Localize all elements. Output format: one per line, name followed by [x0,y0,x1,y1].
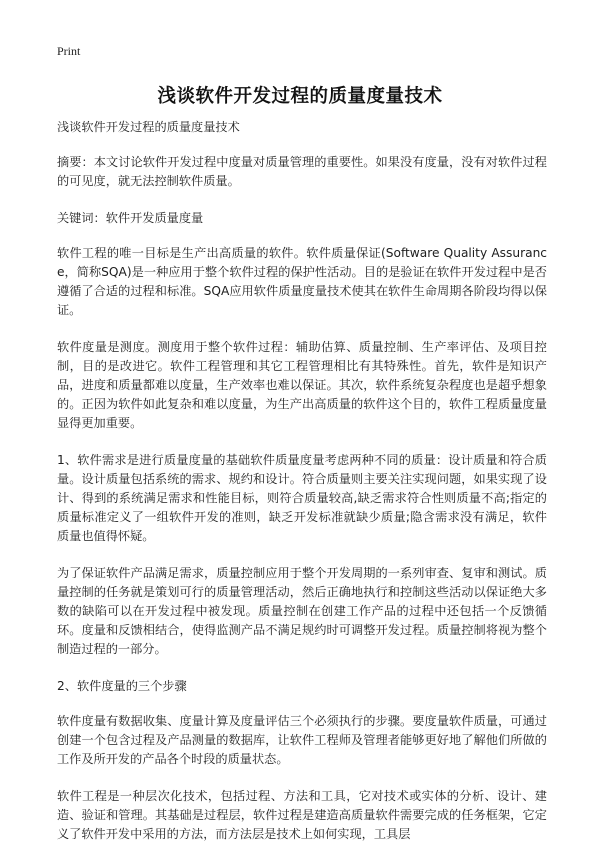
document-title: 浅谈软件开发过程的质量度量技术 [157,86,443,107]
paragraph-three-steps: 软件度量有数据收集、度量计算及度量评估三个必须执行的步骤。要度量软件质量，可通过创建一个包含过程及产品测量的数据库，让软件工程师及管理者能够更好地了解他们所做的工作及所开发的产品各个时段的质量状态。 [57,714,547,766]
print-link[interactable]: Print [57,44,81,58]
paragraph-section-1: 1、软件需求是进行质量度量的基础软件质量度量考虑两种不同的质量：设计质量和符合质量。设计质量包括系统的需求、规约和设计。符合质量则主要关注实现问题，如果实现了设计、得到的系统满足需求和性能目标，则符合质量较高,缺乏需求符合性则质量不高;指定的质量标准定义了一组软件开发的准则，缺乏开发标准就缺少质量;隐含需求没有满足，软件质量也值得怀疑。 [57,453,547,543]
section-heading-2: 2、软件度量的三个步骤 [57,679,187,693]
paragraph-measurement: 软件度量是测度。测度用于整个软件过程：辅助估算、质量控制、生产率评估、及项目控制，目的是改进它。软件工程管理和其它工程管理相比有其特殊性。首先，软件是知识产品，进度和质量都难以度量，生产效率也难以保证。其次，软件系统复杂程度也是超乎想象的。正因为软件如此复杂和难以度量，为生产出高质量的软件这个目的，软件工程质量度量显得更加重要。 [57,340,547,430]
paragraph-subtitle: 浅谈软件开发过程的质量度量技术 [57,120,240,134]
document-body [57,118,547,862]
paragraph-software-engineering: 软件工程是一种层次化技术，包括过程、方法和工具，它对技术或实体的分析、设计、建造、验证和管理。其基础是过程层，软件过程是建造高质量软件需要完成的任务框架，它定义了软件开发中采用的方法，而方法层是技术上如何实现，工具层 [57,789,547,841]
paragraph-quality-control: 为了保证软件产品满足需求，质量控制应用于整个开发周期的一系列审查、复审和测试。质量控制的任务就是策划可行的质量管理活动，然后正确地执行和控制这些活动以保证绝大多数的缺陷可以在开发过程中被发现。质量控制在创建工作产品的过程中还包括一个反馈循环。度量和反馈相结合，使得监测产品不满足规约时可调整开发过程。质量控制将视为整个制造过程的一部分。 [57,566,547,656]
paragraph-intro: 软件工程的唯一目标是生产出高质量的软件。软件质量保证(Software Quality Assurance，简称SQA)是一种应用于整个软件过程的保护性活动。目的是验证在软件开发过程中是否遵循了合适的过程和标准。SQA应用软件质量度量技术使其在软件生命周期各阶段均得以保证。 [57,246,547,317]
paragraph-keywords: 关键词：软件开发质量度量 [57,211,204,225]
paragraph-abstract: 摘要：本文讨论软件开发过程中度量对质量管理的重要性。如果没有度量，没有对软件过程的可见度，就无法控制软件质量。 [57,155,547,188]
